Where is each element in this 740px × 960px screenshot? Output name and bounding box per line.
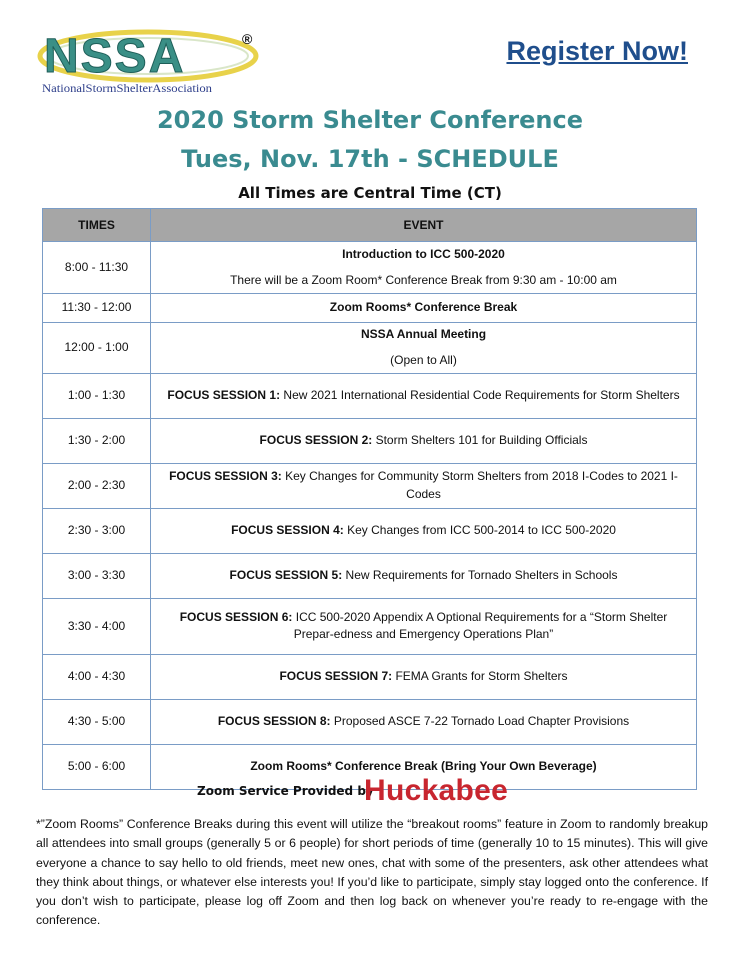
nssa-logo	[36, 26, 268, 96]
conference-title: 2020 Storm Shelter Conference	[156, 106, 584, 134]
event-header: EVENT	[151, 209, 697, 242]
timezone-note: All Times are Central Time (CT)	[238, 184, 502, 202]
event-cell	[151, 654, 697, 699]
event-title: FOCUS SESSION 7:	[279, 669, 393, 684]
event-title: NSSA Annual Meeting	[360, 327, 487, 341]
event-cell	[151, 323, 697, 374]
event-title: FOCUS SESSION 8:	[217, 714, 331, 729]
time-cell: 2:00 - 2:30	[43, 463, 151, 508]
event-title: Zoom Rooms* Conference Break	[329, 300, 518, 315]
event-description: FEMA Grants for Storm Shelters	[392, 669, 568, 684]
zoom-rooms-footnote: *”Zoom Rooms” Conference Breaks during this event will utilize the “breakout rooms” feature in Zoom to randomly breakup all attendees into small groups (generally 5 or 6 people) for short periods of time (generally 10 to 15 minutes). This will give everyone a chance to say hello to old friends, meet new ones, chat with some of the presenters, ask other attendees what they think about things, or whatever else interests you! If you’d like to participate, simply stay logged onto the conference. If you don’t wish to participate, please log off Zoom and then log back on whenever you’re ready to re-engage with the conference.	[36, 817, 708, 928]
table-row	[43, 463, 697, 508]
event-cell	[151, 553, 697, 598]
event-cell	[151, 418, 697, 463]
table-row	[43, 418, 697, 463]
table-row	[43, 242, 697, 294]
logo-wordmark: NSSA	[44, 30, 186, 83]
time-cell: 8:00 - 11:30	[43, 242, 151, 294]
event-cell	[151, 598, 697, 654]
time-cell: 5:00 - 6:00	[43, 744, 151, 789]
table-row	[43, 654, 697, 699]
event-description: Key Changes for Community Storm Shelters from 2018 I-Codes to 2021 I-Codes	[281, 469, 678, 501]
event-title: FOCUS SESSION 4:	[231, 523, 344, 538]
time-cell: 1:00 - 1:30	[43, 373, 151, 418]
table-row	[43, 553, 697, 598]
event-title: FOCUS SESSION 6:	[179, 609, 293, 624]
time-cell: 4:00 - 4:30	[43, 654, 151, 699]
event-subnote: There will be a Zoom Room* Conference Break from 9:30 am - 10:00 am	[230, 273, 617, 287]
event-title: FOCUS SESSION 3:	[169, 469, 282, 484]
event-cell	[151, 463, 697, 508]
event-description: Storm Shelters 101 for Building Officials	[372, 433, 588, 448]
table-row	[43, 598, 697, 654]
register-now-link[interactable]: Register Now!	[506, 36, 688, 66]
time-cell: 3:30 - 4:00	[43, 598, 151, 654]
time-cell: 3:00 - 3:30	[43, 553, 151, 598]
event-cell	[151, 242, 697, 294]
logo-tagline: NationalStormShelterAssociation	[42, 83, 213, 95]
event-cell	[151, 699, 697, 744]
table-header-row	[43, 209, 697, 242]
event-description: Key Changes from ICC 500-2014 to ICC 500-2020	[343, 523, 616, 538]
table-row	[43, 323, 697, 374]
table-row	[43, 508, 697, 553]
event-title: Zoom Rooms* Conference Break (Bring Your Own Beverage)	[250, 759, 597, 774]
event-cell	[151, 294, 697, 323]
table-row	[43, 373, 697, 418]
event-title: Introduction to ICC 500-2020	[342, 246, 505, 261]
event-subnote: (Open to All)	[390, 353, 457, 368]
time-cell: 4:30 - 5:00	[43, 699, 151, 744]
time-cell: 2:30 - 3:00	[43, 508, 151, 553]
event-title: FOCUS SESSION 5:	[229, 568, 343, 583]
times-header: TIMES	[43, 209, 151, 242]
event-description: New Requirements for Tornado Shelters in Schools	[342, 568, 618, 583]
sponsor-line	[0, 774, 740, 814]
time-cell: 1:30 - 2:00	[43, 418, 151, 463]
event-description: New 2021 International Residential Code Requirements for Storm Shelters	[280, 388, 680, 403]
schedule-title: Tues, Nov. 17th - SCHEDULE	[181, 145, 559, 173]
event-description: Proposed ASCE 7-22 Tornado Load Chapter Provisions	[330, 714, 630, 729]
registered-mark: ®	[242, 31, 253, 47]
table-row	[43, 699, 697, 744]
event-title: FOCUS SESSION 2:	[259, 433, 373, 448]
event-title: FOCUS SESSION 1:	[167, 388, 281, 403]
sponsor-label: Zoom Service Provided by	[197, 784, 374, 798]
event-description: ICC 500-2020 Appendix A Optional Requirements for a “Storm Shelter Prepar-edness and Emergency Operations Plan”	[292, 609, 668, 642]
event-cell	[151, 373, 697, 418]
event-cell	[151, 508, 697, 553]
table-row	[43, 294, 697, 323]
time-cell: 12:00 - 1:00	[43, 323, 151, 374]
huckabee-logo: Huckabee	[364, 774, 509, 807]
time-cell: 11:30 - 12:00	[43, 294, 151, 323]
schedule-table	[42, 208, 697, 790]
